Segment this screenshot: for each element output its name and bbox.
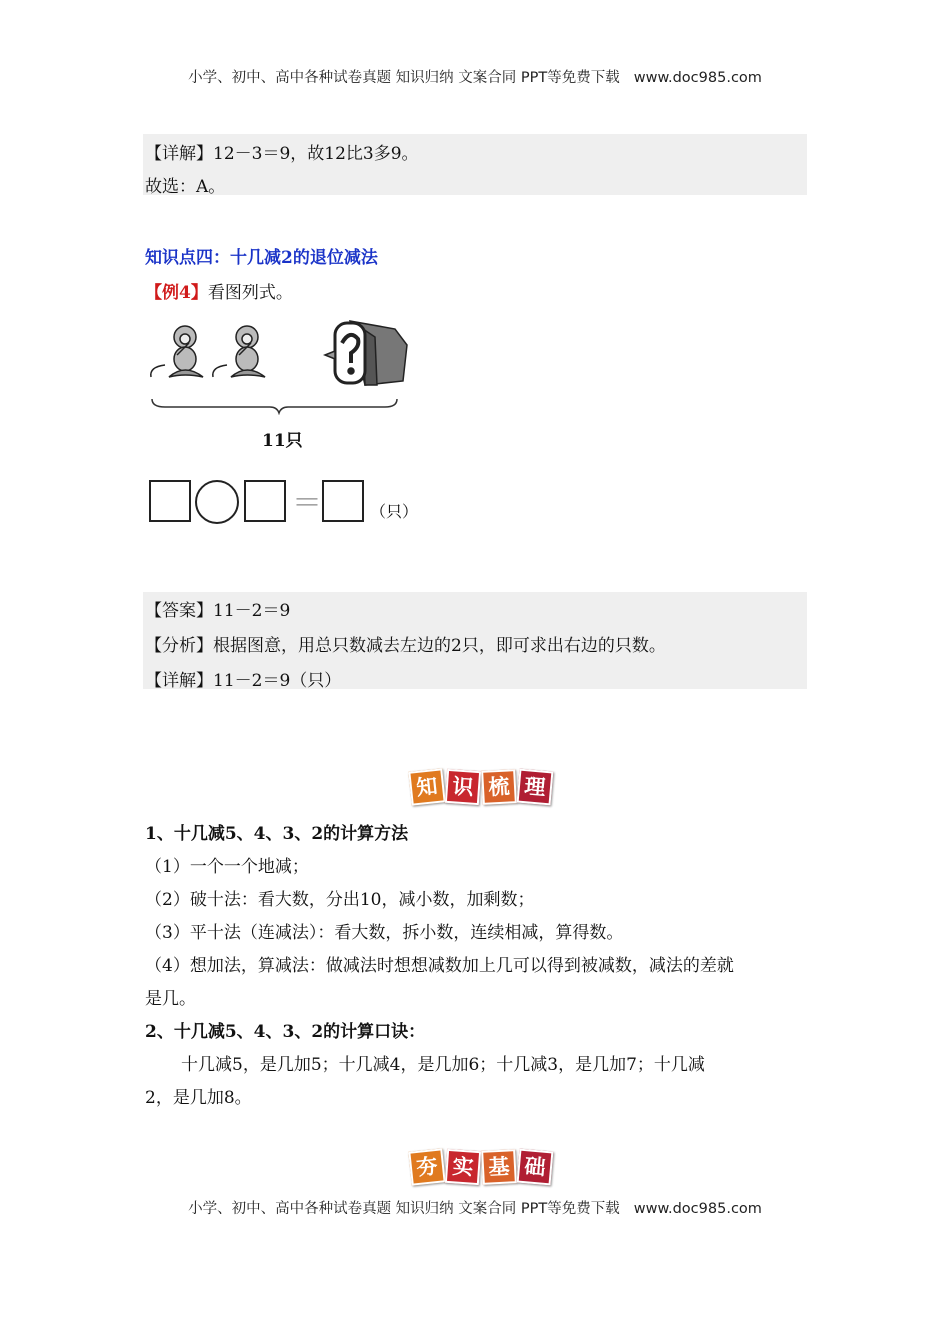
summary-item: （1）一个一个地减； <box>145 857 309 877</box>
foundation-badge <box>410 1150 552 1184</box>
blank-box-1[interactable] <box>149 480 191 522</box>
example-tag: 【例4】 <box>145 283 208 303</box>
monkey-icon <box>151 326 203 377</box>
example-4 <box>145 278 293 303</box>
summary-item: （4）想加法，算减法：做减法时想想减数加上几可以得到被减数，减法的差就 <box>145 956 734 976</box>
operator-circle[interactable] <box>195 480 239 524</box>
monkey-icon <box>213 326 265 377</box>
badge-char: 梳 <box>481 769 517 805</box>
rhyme-line-2: 2，是几加8。 <box>145 1088 252 1108</box>
prev-choice: 故选：A。 <box>145 177 226 197</box>
badge-char: 实 <box>445 1149 481 1185</box>
unit-label: （只） <box>370 502 419 521</box>
knowledge-summary-badge <box>410 770 552 804</box>
brace <box>152 399 397 413</box>
detail-line: 【详解】11－2＝9（只） <box>145 671 342 691</box>
house-question-icon <box>325 321 407 385</box>
badge-char: 识 <box>445 769 481 805</box>
badge-char: 夯 <box>408 1148 445 1185</box>
answer-line: 【答案】11－2＝9 <box>145 601 291 621</box>
footer-text: 小学、初中、高中各种试卷真题 知识归纳 文案合同 PPT等免费下载 <box>188 1201 620 1217</box>
badge-char: 理 <box>517 769 554 806</box>
footer-url[interactable]: www.doc985.com <box>633 1201 762 1217</box>
page-footer <box>0 1197 950 1218</box>
header-text: 小学、初中、高中各种试卷真题 知识归纳 文案合同 PPT等免费下载 <box>188 70 620 86</box>
summary-item: （2）破十法：看大数，分出10，减小数，加剩数； <box>145 890 535 910</box>
rhyme-line-1: 十几减5，是几加5；十几减4，是几加6；十几减3，是几加7；十几减 <box>181 1055 705 1075</box>
example-text: 看图列式。 <box>207 283 293 303</box>
badge-char: 知 <box>408 768 445 805</box>
blank-box-2[interactable] <box>244 480 286 522</box>
badge-char: 础 <box>517 1149 554 1186</box>
page-header <box>0 66 950 87</box>
blank-box-3[interactable] <box>322 480 364 522</box>
summary-heading-1: 1、十几减5、4、3、2的计算方法 <box>145 824 409 844</box>
summary-item: 是几。 <box>145 989 196 1009</box>
monkeys-and-house-illustration <box>145 315 415 415</box>
header-url[interactable]: www.doc985.com <box>633 70 762 86</box>
badge-char: 基 <box>481 1149 517 1185</box>
prev-detail: 【详解】12－3＝9，故12比3多9。 <box>145 144 419 164</box>
kp4-title: 知识点四：十几减2的退位减法 <box>145 248 378 268</box>
brace-label: 11只 <box>262 431 303 451</box>
summary-item: （3）平十法（连减法）：看大数，拆小数，连续相减，算得数。 <box>145 923 624 943</box>
analysis-line: 【分析】根据图意，用总只数减去左边的2只，即可求出右边的只数。 <box>145 636 666 656</box>
equals-sign: ＝ <box>292 486 322 521</box>
summary-heading-2: 2、十几减5、4、3、2的计算口诀： <box>145 1022 426 1042</box>
